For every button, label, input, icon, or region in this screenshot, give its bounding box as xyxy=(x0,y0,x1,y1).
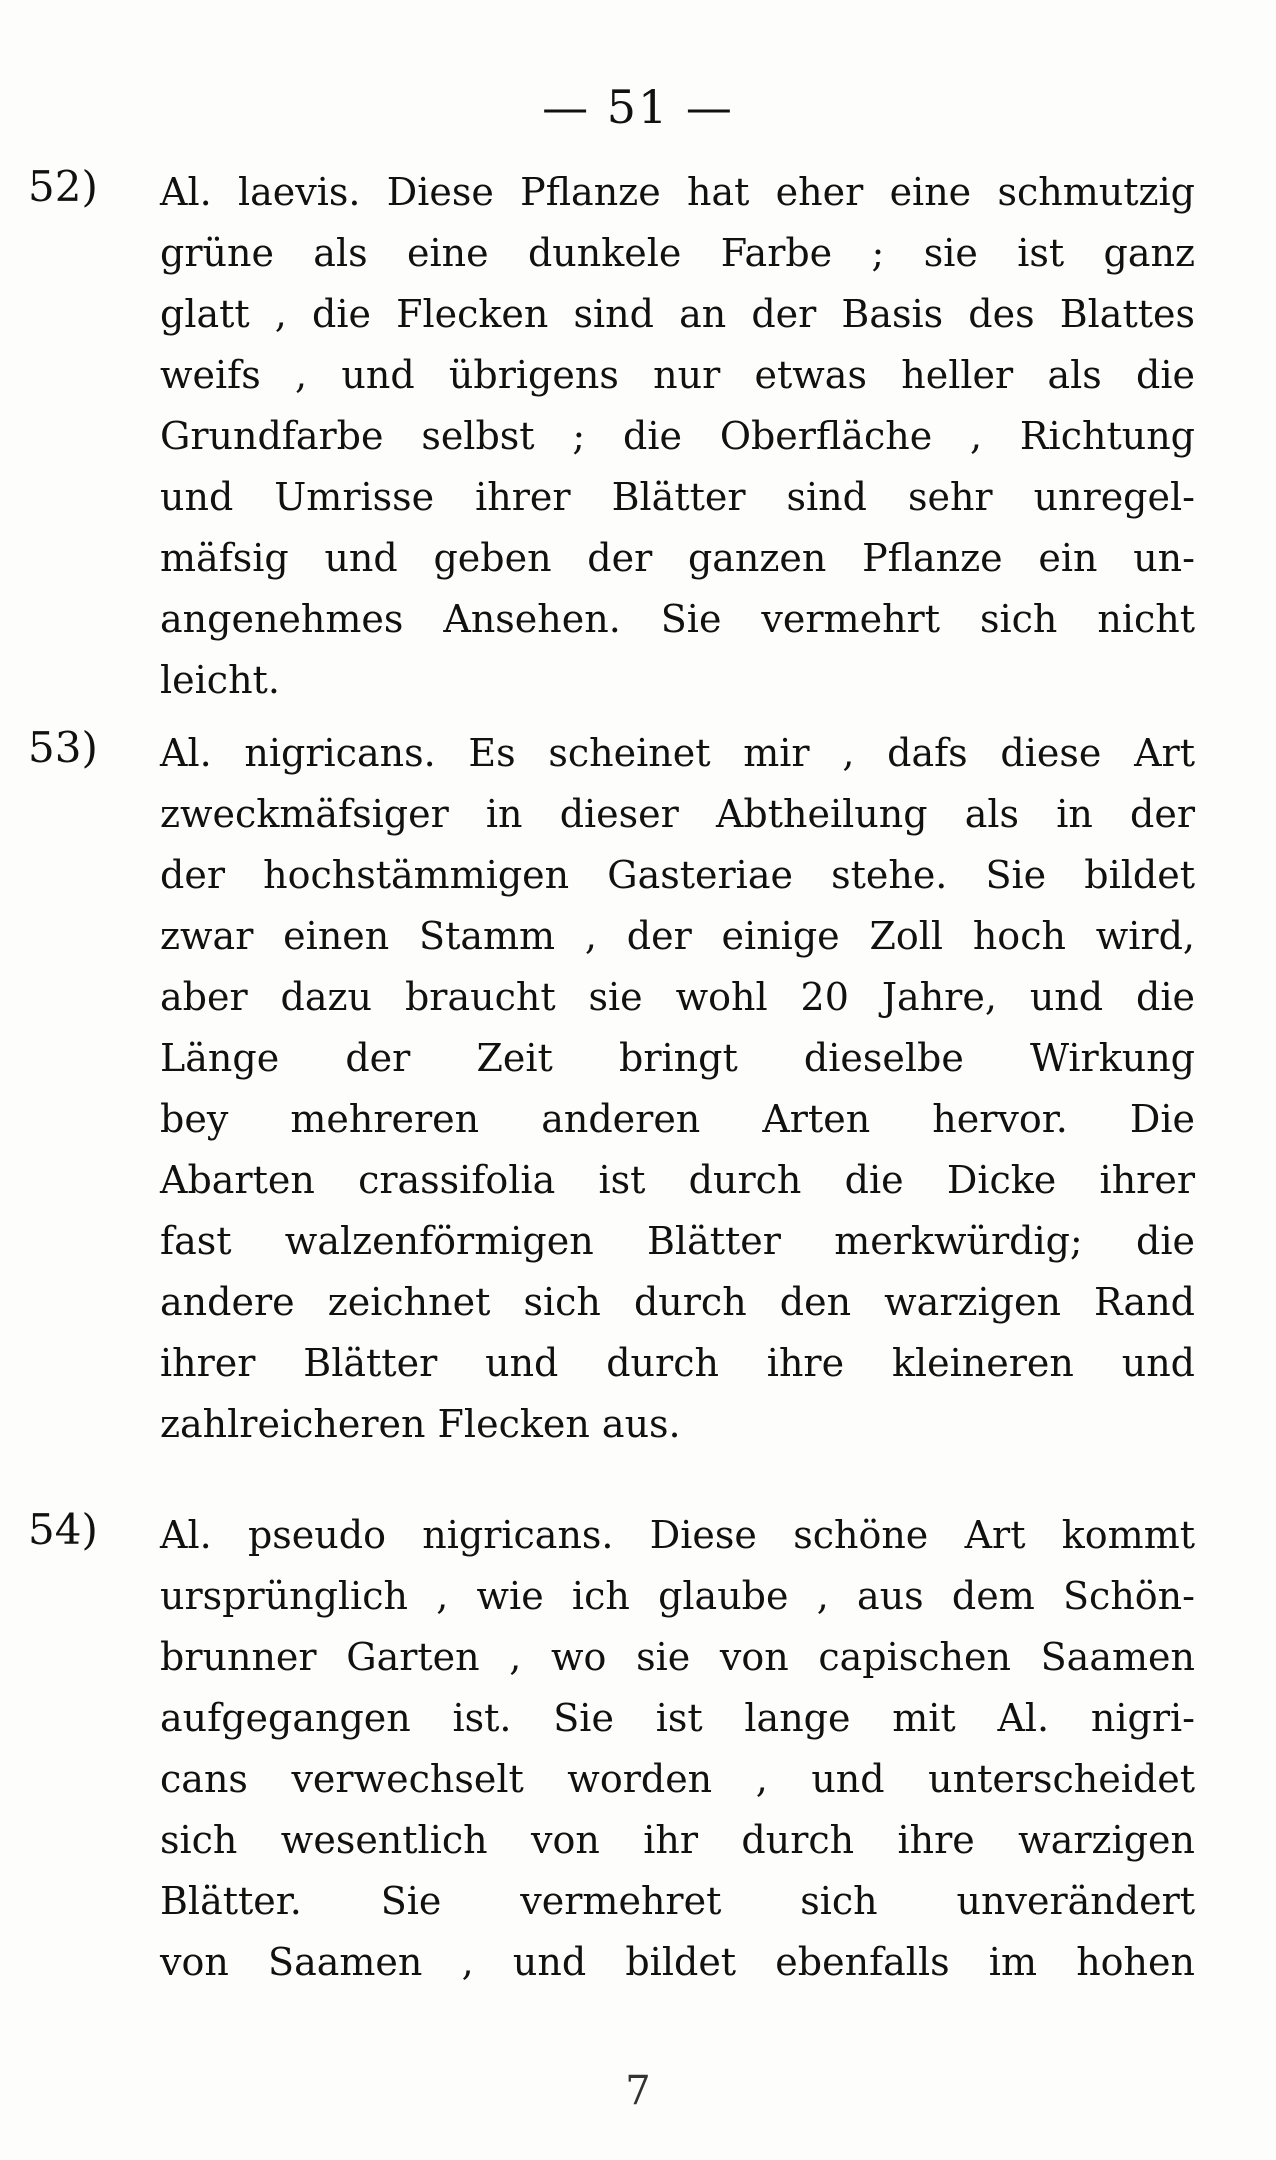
entry-number: 53) xyxy=(28,723,98,772)
text-line: fast walzenförmigen Blätter merkwürdig; die xyxy=(160,1219,1195,1263)
text-line: Blätter. Sie vermehret sich unverändert xyxy=(160,1879,1195,1923)
entry-text xyxy=(160,162,1195,711)
text-line: aber dazu braucht sie wohl 20 Jahre, und die xyxy=(160,975,1195,1019)
text-line: aufgegangen ist. Sie ist lange mit Al. nigri- xyxy=(160,1696,1195,1740)
text-line: angenehmes Ansehen. Sie vermehrt sich nicht xyxy=(160,597,1195,641)
text-line: Al. nigricans. Es scheinet mir , dafs diese Art xyxy=(160,731,1195,775)
text-line: ursprünglich , wie ich glaube , aus dem Schön- xyxy=(160,1574,1195,1618)
text-line: bey mehreren anderen Arten hervor. Die xyxy=(160,1097,1195,1141)
text-line: ihrer Blätter und durch ihre kleineren und xyxy=(160,1341,1195,1385)
text-line: zwar einen Stamm , der einige Zoll hoch wird, xyxy=(160,914,1195,958)
entry-text xyxy=(160,723,1195,1455)
page-number: — 51 — xyxy=(542,80,734,134)
text-line: glatt , die Flecken sind an der Basis des Blattes xyxy=(160,292,1195,336)
text-line: mäfsig und geben der ganzen Pflanze ein un- xyxy=(160,536,1195,580)
text-line: cans verwechselt worden , und unterscheidet xyxy=(160,1757,1195,1801)
entry-text xyxy=(160,1505,1195,1993)
text-line: Al. pseudo nigricans. Diese schöne Art kommt xyxy=(160,1513,1195,1557)
text-line: andere zeichnet sich durch den warzigen Rand xyxy=(160,1280,1195,1324)
text-line: brunner Garten , wo sie von capischen Saamen xyxy=(160,1635,1195,1679)
signature-mark: 7 xyxy=(625,2068,651,2114)
text-line: zweckmäfsiger in dieser Abtheilung als in der xyxy=(160,792,1195,836)
text-line: weifs , und übrigens nur etwas heller als die xyxy=(160,353,1195,397)
text-line: zahlreicheren Flecken aus. xyxy=(160,1402,681,1446)
text-line: leicht. xyxy=(160,658,280,702)
text-line: Abarten crassifolia ist durch die Dicke ihrer xyxy=(160,1158,1195,1202)
text-line: von Saamen , und bildet ebenfalls im hohen xyxy=(160,1940,1195,1984)
text-line: Al. laevis. Diese Pflanze hat eher eine schmutzig xyxy=(160,170,1195,214)
entry-number: 54) xyxy=(28,1505,98,1554)
text-line: Grundfarbe selbst ; die Oberfläche , Richtung xyxy=(160,414,1195,458)
text-line: der hochstämmigen Gasteriae stehe. Sie bildet xyxy=(160,853,1195,897)
text-line: grüne als eine dunkele Farbe ; sie ist ganz xyxy=(160,231,1195,275)
entry-number: 52) xyxy=(28,162,98,211)
text-line: sich wesentlich von ihr durch ihre warzigen xyxy=(160,1818,1195,1862)
text-line: und Umrisse ihrer Blätter sind sehr unregel- xyxy=(160,475,1195,519)
text-line: Länge der Zeit bringt dieselbe Wirkung xyxy=(160,1036,1195,1080)
